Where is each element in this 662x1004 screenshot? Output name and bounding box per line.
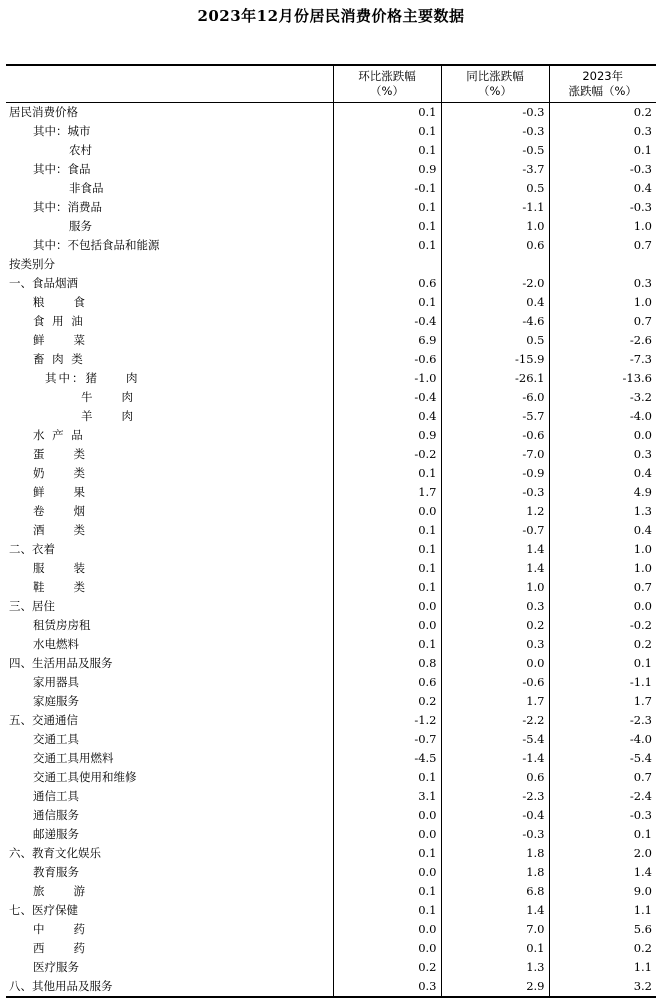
year-value: 0.1	[549, 141, 656, 160]
row-label: 非食品	[69, 181, 104, 195]
row-label: 通信工具	[33, 789, 79, 803]
yoy-value: -4.6	[441, 312, 549, 331]
row-label: 西 药	[33, 941, 87, 955]
year-value: 1.0	[549, 540, 656, 559]
table-row	[6, 939, 656, 958]
mom-value: 0.0	[333, 939, 441, 958]
mom-value: 0.2	[333, 692, 441, 711]
row-label: 家用器具	[33, 675, 79, 689]
mom-value: 0.1	[333, 103, 441, 123]
year-value: 0.0	[549, 426, 656, 445]
row-label: 蛋 类	[33, 447, 87, 461]
mom-value: 0.1	[333, 540, 441, 559]
mom-value: 0.4	[333, 407, 441, 426]
row-label: 畜 肉 类	[33, 352, 85, 366]
table-row	[6, 160, 656, 179]
yoy-value: 0.1	[441, 939, 549, 958]
yoy-value: -0.4	[441, 806, 549, 825]
yoy-value: 0.4	[441, 293, 549, 312]
row-label: 鲜 果	[33, 485, 87, 499]
table-row	[6, 502, 656, 521]
yoy-value: -0.6	[441, 426, 549, 445]
table-row	[6, 711, 656, 730]
row-label: 二、衣着	[9, 542, 55, 556]
row-label: 服 装	[33, 561, 87, 575]
header-item-column	[6, 65, 333, 103]
row-label: 交通工具用燃料	[33, 751, 114, 765]
table-row	[6, 293, 656, 312]
mom-value: 0.6	[333, 274, 441, 293]
row-label: 租赁房房租	[33, 618, 91, 632]
yoy-value: -0.6	[441, 673, 549, 692]
table-row	[6, 255, 656, 274]
mom-value: 0.0	[333, 616, 441, 635]
row-label: 旅 游	[33, 884, 87, 898]
yoy-value: 1.0	[441, 578, 549, 597]
row-label: 八、其他用品及服务	[6, 977, 333, 997]
row-label: 一、食品烟酒	[9, 276, 78, 290]
year-value: 0.1	[549, 654, 656, 673]
row-label: 四、生活用品及服务	[9, 656, 113, 670]
table-row	[6, 559, 656, 578]
yoy-value: -0.3	[441, 825, 549, 844]
row-label: 水 产 品	[33, 428, 85, 442]
table-row	[6, 616, 656, 635]
row-label: 三、居住	[9, 599, 55, 613]
mom-value: 0.1	[333, 293, 441, 312]
table-row	[6, 274, 656, 293]
table-row	[6, 540, 656, 559]
mom-value: -1.0	[333, 369, 441, 388]
table-row	[6, 958, 656, 977]
row-label: 家庭服务	[33, 694, 79, 708]
yoy-value: -2.3	[441, 787, 549, 806]
mom-value: 0.1	[333, 521, 441, 540]
header-year	[549, 65, 656, 103]
table-row	[6, 445, 656, 464]
year-value: 0.7	[549, 312, 656, 331]
mom-value: 0.1	[333, 198, 441, 217]
table-row	[6, 426, 656, 445]
yoy-value: -0.3	[441, 483, 549, 502]
year-value: -3.2	[549, 388, 656, 407]
table-row	[6, 122, 656, 141]
year-value: 1.3	[549, 502, 656, 521]
row-label: 酒 类	[33, 523, 87, 537]
mom-value: -0.7	[333, 730, 441, 749]
row-label: 其中：猪 肉	[45, 371, 140, 385]
row-label: 奶 类	[33, 466, 87, 480]
year-value: -5.4	[549, 749, 656, 768]
table-row	[6, 369, 656, 388]
year-value: -1.1	[549, 673, 656, 692]
yoy-value: 1.8	[441, 863, 549, 882]
mom-value: -0.4	[333, 312, 441, 331]
row-label: 按类别分	[9, 257, 55, 271]
table-body	[6, 103, 656, 998]
table-row	[6, 236, 656, 255]
header-year-line1: 2023年	[582, 69, 624, 83]
row-label: 鲜 菜	[33, 333, 87, 347]
yoy-value: 1.8	[441, 844, 549, 863]
yoy-value: -6.0	[441, 388, 549, 407]
yoy-value: 0.5	[441, 179, 549, 198]
yoy-value: -3.7	[441, 160, 549, 179]
table-row	[6, 730, 656, 749]
row-label: 六、教育文化娱乐	[9, 846, 101, 860]
mom-value: 0.1	[333, 768, 441, 787]
row-label: 牛 肉	[81, 390, 135, 404]
yoy-value: 0.5	[441, 331, 549, 350]
year-value: 3.2	[549, 977, 656, 997]
year-value: 0.3	[549, 122, 656, 141]
header-mom	[333, 65, 441, 103]
mom-value: 0.0	[333, 806, 441, 825]
year-value: -2.3	[549, 711, 656, 730]
row-label: 食 用 油	[33, 314, 85, 328]
yoy-value: 7.0	[441, 920, 549, 939]
table-row	[6, 920, 656, 939]
row-label: 七、医疗保健	[9, 903, 78, 917]
row-label: 粮 食	[33, 295, 87, 309]
mom-value: 0.2	[333, 958, 441, 977]
mom-value: 0.1	[333, 882, 441, 901]
mom-value: 0.0	[333, 825, 441, 844]
year-value: 0.4	[549, 179, 656, 198]
mom-value: 0.1	[333, 236, 441, 255]
yoy-value: -5.4	[441, 730, 549, 749]
mom-value: 1.7	[333, 483, 441, 502]
table-row	[6, 806, 656, 825]
year-value: 0.3	[549, 445, 656, 464]
mom-value: 0.0	[333, 920, 441, 939]
year-value: 1.7	[549, 692, 656, 711]
yoy-value: 0.3	[441, 597, 549, 616]
yoy-value: -7.0	[441, 445, 549, 464]
table-row	[6, 407, 656, 426]
header-mom-line1: 环比涨跌幅	[358, 69, 416, 83]
year-value: 0.2	[549, 635, 656, 654]
year-value: -2.4	[549, 787, 656, 806]
table-row	[6, 977, 656, 997]
mom-value: -0.1	[333, 179, 441, 198]
yoy-value: -0.5	[441, 141, 549, 160]
row-label: 鞋 类	[33, 580, 87, 594]
yoy-value: 2.9	[441, 977, 549, 997]
yoy-value: -5.7	[441, 407, 549, 426]
yoy-value: -0.7	[441, 521, 549, 540]
mom-value: 0.1	[333, 122, 441, 141]
table-header	[6, 65, 656, 103]
yoy-value: -2.0	[441, 274, 549, 293]
table-row	[6, 597, 656, 616]
year-value: 0.7	[549, 578, 656, 597]
table-row	[6, 331, 656, 350]
mom-value: 0.9	[333, 160, 441, 179]
mom-value: 3.1	[333, 787, 441, 806]
table-row	[6, 141, 656, 160]
row-label: 其中：不包括食品和能源	[33, 238, 160, 252]
table-row	[6, 521, 656, 540]
yoy-value: 1.7	[441, 692, 549, 711]
year-value: 1.4	[549, 863, 656, 882]
table-row	[6, 483, 656, 502]
mom-value: 0.1	[333, 635, 441, 654]
row-label: 教育服务	[33, 865, 79, 879]
row-label: 服务	[69, 219, 92, 233]
year-value: -0.3	[549, 160, 656, 179]
year-value: -13.6	[549, 369, 656, 388]
year-value: 0.7	[549, 236, 656, 255]
mom-value: -4.5	[333, 749, 441, 768]
year-value: -4.0	[549, 407, 656, 426]
table-row	[6, 692, 656, 711]
year-value: 4.9	[549, 483, 656, 502]
yoy-value: 1.0	[441, 217, 549, 236]
year-value: 1.1	[549, 958, 656, 977]
row-label: 其中：食品	[33, 162, 91, 176]
yoy-value: -0.3	[441, 103, 549, 123]
page-title: 2023年12月份居民消费价格主要数据	[197, 7, 465, 25]
table-row	[6, 635, 656, 654]
year-value: 0.2	[549, 939, 656, 958]
mom-value	[333, 255, 441, 274]
table-row	[6, 578, 656, 597]
mom-value: -0.6	[333, 350, 441, 369]
yoy-value: 0.6	[441, 236, 549, 255]
year-value: 0.0	[549, 597, 656, 616]
table-row	[6, 844, 656, 863]
year-value: -7.3	[549, 350, 656, 369]
row-label: 交通工具使用和维修	[33, 770, 137, 784]
mom-value: 0.1	[333, 559, 441, 578]
mom-value: 0.1	[333, 141, 441, 160]
year-value: 0.1	[549, 825, 656, 844]
table-row	[6, 882, 656, 901]
row-label: 通信服务	[33, 808, 79, 822]
yoy-value	[441, 255, 549, 274]
table-row	[6, 901, 656, 920]
year-value	[549, 255, 656, 274]
yoy-value: 1.3	[441, 958, 549, 977]
yoy-value: 1.4	[441, 559, 549, 578]
table-row	[6, 464, 656, 483]
mom-value: 0.0	[333, 863, 441, 882]
yoy-value: -1.1	[441, 198, 549, 217]
year-value: -0.2	[549, 616, 656, 635]
row-label: 交通工具	[33, 732, 79, 746]
yoy-value: 0.2	[441, 616, 549, 635]
year-value: -0.3	[549, 806, 656, 825]
table-row	[6, 787, 656, 806]
year-value: 1.0	[549, 559, 656, 578]
mom-value: -0.4	[333, 388, 441, 407]
year-value: 0.3	[549, 274, 656, 293]
yoy-value: -2.2	[441, 711, 549, 730]
mom-value: 0.1	[333, 901, 441, 920]
year-value: 0.2	[549, 103, 656, 123]
yoy-value: -1.4	[441, 749, 549, 768]
yoy-value: -0.9	[441, 464, 549, 483]
year-value: 0.7	[549, 768, 656, 787]
yoy-value: -15.9	[441, 350, 549, 369]
mom-value: 0.8	[333, 654, 441, 673]
header-yoy	[441, 65, 549, 103]
year-value: 2.0	[549, 844, 656, 863]
table-row	[6, 863, 656, 882]
mom-value: 0.1	[333, 217, 441, 236]
year-value: 9.0	[549, 882, 656, 901]
table-row	[6, 217, 656, 236]
year-value: 5.6	[549, 920, 656, 939]
mom-value: 0.0	[333, 502, 441, 521]
mom-value: 0.9	[333, 426, 441, 445]
table-row	[6, 312, 656, 331]
year-value: 1.0	[549, 293, 656, 312]
table-row	[6, 350, 656, 369]
year-value: -2.6	[549, 331, 656, 350]
yoy-value: 1.2	[441, 502, 549, 521]
mom-value: 0.0	[333, 597, 441, 616]
yoy-value: 1.4	[441, 540, 549, 559]
row-label: 居民消费价格	[9, 105, 78, 119]
year-value: -0.3	[549, 198, 656, 217]
table-row	[6, 749, 656, 768]
row-label: 其中：消费品	[33, 200, 102, 214]
row-label: 农村	[69, 143, 92, 157]
mom-value: 6.9	[333, 331, 441, 350]
table-row	[6, 179, 656, 198]
year-value: -4.0	[549, 730, 656, 749]
table-row	[6, 654, 656, 673]
mom-value: 0.1	[333, 464, 441, 483]
table-row	[6, 388, 656, 407]
table-row	[6, 198, 656, 217]
table-row	[6, 825, 656, 844]
table-row	[6, 103, 656, 123]
row-label: 水电燃料	[33, 637, 79, 651]
yoy-value: 0.6	[441, 768, 549, 787]
row-label: 医疗服务	[33, 960, 79, 974]
yoy-value: 1.4	[441, 901, 549, 920]
mom-value: 0.1	[333, 844, 441, 863]
yoy-value: -26.1	[441, 369, 549, 388]
yoy-value: 6.8	[441, 882, 549, 901]
table-row	[6, 768, 656, 787]
header-year-line2: 涨跌幅（%）	[568, 84, 637, 98]
row-label: 卷 烟	[33, 504, 87, 518]
row-label: 邮递服务	[33, 827, 79, 841]
row-label: 五、交通通信	[9, 713, 78, 727]
yoy-value: 0.0	[441, 654, 549, 673]
mom-value: -0.2	[333, 445, 441, 464]
header-yoy-line1: 同比涨跌幅	[466, 69, 524, 83]
year-value: 1.0	[549, 217, 656, 236]
mom-value: 0.3	[333, 977, 441, 997]
header-mom-line2: （%）	[370, 84, 404, 98]
header-yoy-line2: （%）	[478, 84, 512, 98]
row-label: 其中：城市	[33, 124, 91, 138]
row-label: 中 药	[33, 922, 87, 936]
row-label: 羊 肉	[81, 409, 135, 423]
year-value: 1.1	[549, 901, 656, 920]
year-value: 0.4	[549, 521, 656, 540]
cpi-table	[6, 64, 656, 998]
mom-value: -1.2	[333, 711, 441, 730]
mom-value: 0.6	[333, 673, 441, 692]
yoy-value: 0.3	[441, 635, 549, 654]
year-value: 0.4	[549, 464, 656, 483]
table-row	[6, 673, 656, 692]
yoy-value: -0.3	[441, 122, 549, 141]
mom-value: 0.1	[333, 578, 441, 597]
